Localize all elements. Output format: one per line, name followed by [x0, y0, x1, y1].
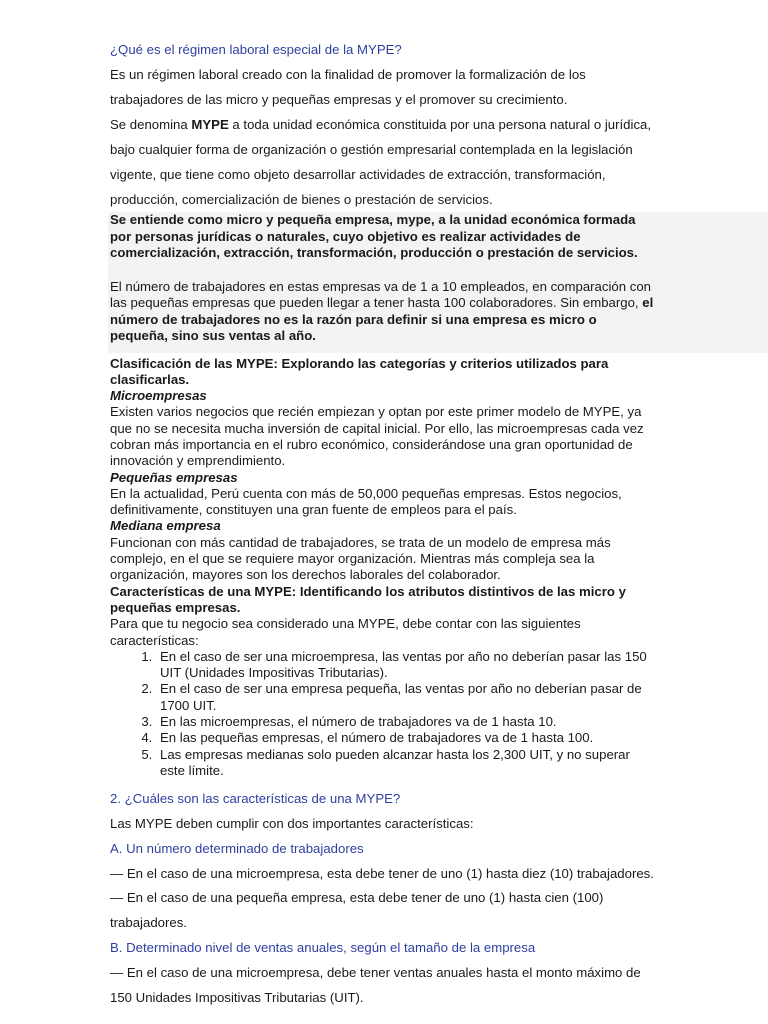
- list-item: 2. En el caso de ser una empresa pequeña, las ventas por año no deberían pasar de 1700 UIT.: [156, 681, 658, 714]
- intro-heading: ¿Qué es el régimen laboral especial de la MYPE?: [110, 42, 402, 57]
- section-b-heading: B. Determinado nivel de ventas anuales, según el tamaño de la empresa: [110, 940, 536, 955]
- characteristics-intro: Para que tu negocio sea considerado una MYPE, debe contar con las siguientes características:: [110, 616, 581, 648]
- characteristics-list: [110, 649, 658, 779]
- section-2-intro: Las MYPE deben cumplir con dos importantes características:: [110, 816, 474, 832]
- section-a-item-2: — En el caso de una pequeña empresa, esta debe tener de uno (1) hasta cien (100) trabajadores.: [110, 890, 604, 931]
- list-item: 1. En el caso de ser una microempresa, las ventas por año no deberían pasar las 150 UIT (Unidades Impositivas Tributarias).: [156, 649, 658, 682]
- workers-paragraph-normal: El número de trabajadores en estas empresas va de 1 a 10 empleados, en comparación con las pequeñas empresas que pueden llegar a tener hasta 100 colaboradores. Sin embargo,: [110, 278, 652, 310]
- micro-text: Existen varios negocios que recién empiezan y optan por este primer modelo de MYPE, ya que no se necesita mucha inversión de capital inicial. Por ello, las microempresas cada vez cobran más importancia en el rubro económico, considerándose una gran oportunidad de innovación y emprendimiento.: [110, 404, 644, 469]
- medium-title: Mediana empresa: [110, 518, 221, 534]
- shaded-block: [108, 212, 768, 353]
- classification-heading: Clasificación de las MYPE: Explorando las categorías y criterios utilizados para clasificarlas.: [110, 355, 609, 387]
- section-2-heading: 2. ¿Cuáles son las características de una MYPE?: [110, 791, 401, 807]
- intro-p2-bold: MYPE: [191, 117, 229, 132]
- medium-text: Funcionan con más cantidad de trabajadores, se trata de un modelo de empresa más complejo, en el que se requiere mayor organización. Mientras más compleja sea la organización, mayores son los derechos laborales del colaborador.: [110, 534, 611, 583]
- list-item: 4. En las pequeñas empresas, el número de trabajadores va de 1 hasta 100.: [156, 730, 658, 746]
- classification-section: [110, 356, 658, 780]
- section-b-item-1: — En el caso de una microempresa, debe tener ventas anuales hasta el monto máximo de 150 Unidades Impositivas Tributarias (UIT).: [110, 964, 641, 1005]
- list-item: 5. Las empresas medianas solo pueden alcanzar hasta los 2,300 UIT, y no superar este límite.: [156, 747, 658, 780]
- workers-paragraph-bold: el número de trabajadores no es la razón para definir si una empresa es micro o pequeña, sino sus ventas al año.: [110, 295, 654, 343]
- intro-p2-suffix: a toda unidad económica constituida por una persona natural o jurídica, bajo cualquier forma de organización o gestión empresarial contemplada en la legislación vigente, que tiene como objeto desarrollar actividades de extracción, transformación, producción, comercialización de bienes o prestación de servicios.: [110, 117, 652, 207]
- section-a-item-1: — En el caso de una microempresa, esta debe tener de uno (1) hasta diez (10) trabajadores.: [110, 865, 654, 881]
- intro-section: [110, 0, 658, 212]
- small-title: Pequeñas empresas: [110, 469, 238, 485]
- micro-title: Microempresas: [110, 388, 207, 404]
- characteristics-heading: Características de una MYPE: Identificando los atributos distintivos de las micro y pequeñas empresas.: [110, 583, 626, 615]
- intro-paragraph-1: Es un régimen laboral creado con la finalidad de promover la formalización de los trabajadores de las micro y pequeñas empresas y el promover su crecimiento.: [110, 67, 586, 107]
- workers-paragraph: [110, 279, 658, 345]
- definition-paragraph: Se entiende como micro y pequeña empresa, mype, a la unidad económica formada por personas jurídicas o naturales, cuyo objetivo es realizar actividades de comercialización, extracción, transformación, producción o prestación de servicios.: [110, 212, 638, 260]
- small-text: En la actualidad, Perú cuenta con más de 50,000 pequeñas empresas. Estos negocios, definitivamente, constituyen una gran fuente de empleos para el país.: [110, 485, 622, 518]
- intro-p2-prefix: Se denomina: [110, 117, 192, 132]
- section-a-heading: A. Un número determinado de trabajadores: [110, 840, 364, 856]
- section-2: [110, 779, 658, 1010]
- intro-paragraph-2: [110, 112, 658, 212]
- list-item: 3. En las microempresas, el número de trabajadores va de 1 hasta 10.: [156, 714, 658, 730]
